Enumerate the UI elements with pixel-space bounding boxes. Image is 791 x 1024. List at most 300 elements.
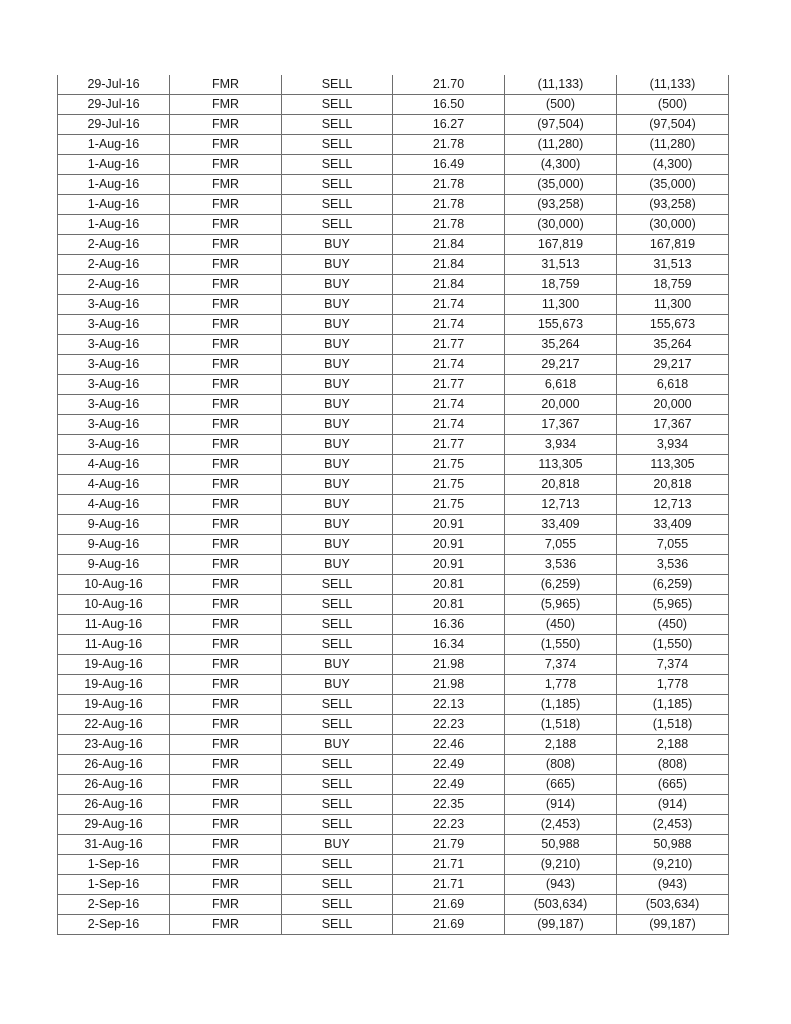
table-row bbox=[58, 475, 729, 495]
cell-shares: (9,210) bbox=[505, 855, 617, 875]
cell-action: SELL bbox=[282, 195, 393, 215]
cell-date: 9-Aug-16 bbox=[58, 555, 170, 575]
table-row bbox=[58, 95, 729, 115]
cell-date: 1-Aug-16 bbox=[58, 175, 170, 195]
table-row bbox=[58, 855, 729, 875]
cell-action: BUY bbox=[282, 675, 393, 695]
cell-date: 1-Aug-16 bbox=[58, 195, 170, 215]
cell-price: 21.70 bbox=[393, 75, 505, 95]
cell-holder: FMR bbox=[170, 215, 282, 235]
table-row bbox=[58, 115, 729, 135]
cell-shares-total: (9,210) bbox=[617, 855, 729, 875]
cell-action: BUY bbox=[282, 735, 393, 755]
cell-price: 21.74 bbox=[393, 355, 505, 375]
cell-date: 2-Sep-16 bbox=[58, 915, 170, 935]
cell-price: 21.79 bbox=[393, 835, 505, 855]
cell-action: BUY bbox=[282, 435, 393, 455]
cell-date: 29-Jul-16 bbox=[58, 75, 170, 95]
table-row bbox=[58, 395, 729, 415]
cell-action: SELL bbox=[282, 135, 393, 155]
table-row bbox=[58, 675, 729, 695]
table-row bbox=[58, 255, 729, 275]
table-row bbox=[58, 575, 729, 595]
cell-holder: FMR bbox=[170, 255, 282, 275]
table-row bbox=[58, 195, 729, 215]
cell-holder: FMR bbox=[170, 375, 282, 395]
cell-shares-total: 3,536 bbox=[617, 555, 729, 575]
cell-shares-total: 20,818 bbox=[617, 475, 729, 495]
cell-date: 9-Aug-16 bbox=[58, 515, 170, 535]
cell-shares-total: 17,367 bbox=[617, 415, 729, 435]
cell-shares: 1,778 bbox=[505, 675, 617, 695]
cell-date: 3-Aug-16 bbox=[58, 295, 170, 315]
cell-holder: FMR bbox=[170, 535, 282, 555]
cell-shares-total: (914) bbox=[617, 795, 729, 815]
cell-shares-total: (11,280) bbox=[617, 135, 729, 155]
cell-shares: (808) bbox=[505, 755, 617, 775]
cell-price: 20.91 bbox=[393, 515, 505, 535]
cell-holder: FMR bbox=[170, 575, 282, 595]
cell-holder: FMR bbox=[170, 455, 282, 475]
cell-date: 19-Aug-16 bbox=[58, 675, 170, 695]
table-row bbox=[58, 795, 729, 815]
cell-date: 26-Aug-16 bbox=[58, 795, 170, 815]
cell-holder: FMR bbox=[170, 655, 282, 675]
cell-holder: FMR bbox=[170, 95, 282, 115]
cell-shares: (93,258) bbox=[505, 195, 617, 215]
table-row bbox=[58, 415, 729, 435]
table-row bbox=[58, 455, 729, 475]
cell-price: 21.74 bbox=[393, 295, 505, 315]
cell-shares-total: (450) bbox=[617, 615, 729, 635]
cell-action: BUY bbox=[282, 535, 393, 555]
cell-date: 29-Jul-16 bbox=[58, 95, 170, 115]
table-row bbox=[58, 335, 729, 355]
cell-action: BUY bbox=[282, 475, 393, 495]
cell-action: SELL bbox=[282, 815, 393, 835]
cell-price: 21.74 bbox=[393, 315, 505, 335]
cell-date: 2-Aug-16 bbox=[58, 275, 170, 295]
table-row bbox=[58, 655, 729, 675]
cell-price: 21.69 bbox=[393, 895, 505, 915]
cell-action: BUY bbox=[282, 255, 393, 275]
cell-price: 21.75 bbox=[393, 455, 505, 475]
cell-shares-total: 35,264 bbox=[617, 335, 729, 355]
table-row bbox=[58, 715, 729, 735]
table-row bbox=[58, 755, 729, 775]
table-row bbox=[58, 175, 729, 195]
cell-price: 22.49 bbox=[393, 775, 505, 795]
cell-price: 22.35 bbox=[393, 795, 505, 815]
cell-shares: (450) bbox=[505, 615, 617, 635]
cell-date: 4-Aug-16 bbox=[58, 475, 170, 495]
table-row bbox=[58, 315, 729, 335]
cell-date: 1-Sep-16 bbox=[58, 875, 170, 895]
cell-shares: 3,934 bbox=[505, 435, 617, 455]
cell-shares-total: (665) bbox=[617, 775, 729, 795]
cell-date: 26-Aug-16 bbox=[58, 775, 170, 795]
cell-shares-total: 18,759 bbox=[617, 275, 729, 295]
cell-price: 16.34 bbox=[393, 635, 505, 655]
cell-date: 31-Aug-16 bbox=[58, 835, 170, 855]
cell-holder: FMR bbox=[170, 675, 282, 695]
cell-date: 3-Aug-16 bbox=[58, 395, 170, 415]
cell-shares: 17,367 bbox=[505, 415, 617, 435]
table-row bbox=[58, 555, 729, 575]
cell-holder: FMR bbox=[170, 735, 282, 755]
cell-price: 20.91 bbox=[393, 535, 505, 555]
cell-price: 21.84 bbox=[393, 235, 505, 255]
cell-date: 11-Aug-16 bbox=[58, 615, 170, 635]
cell-action: BUY bbox=[282, 835, 393, 855]
cell-shares-total: 1,778 bbox=[617, 675, 729, 695]
table-row bbox=[58, 135, 729, 155]
cell-price: 21.75 bbox=[393, 475, 505, 495]
cell-price: 21.78 bbox=[393, 195, 505, 215]
cell-holder: FMR bbox=[170, 695, 282, 715]
cell-action: BUY bbox=[282, 655, 393, 675]
cell-date: 26-Aug-16 bbox=[58, 755, 170, 775]
table-row bbox=[58, 875, 729, 895]
cell-holder: FMR bbox=[170, 75, 282, 95]
table-row bbox=[58, 275, 729, 295]
cell-shares-total: 29,217 bbox=[617, 355, 729, 375]
cell-shares: (99,187) bbox=[505, 915, 617, 935]
cell-price: 22.49 bbox=[393, 755, 505, 775]
cell-shares: (500) bbox=[505, 95, 617, 115]
cell-price: 21.69 bbox=[393, 915, 505, 935]
cell-holder: FMR bbox=[170, 615, 282, 635]
cell-price: 22.46 bbox=[393, 735, 505, 755]
table-row bbox=[58, 435, 729, 455]
table-row bbox=[58, 375, 729, 395]
cell-action: BUY bbox=[282, 295, 393, 315]
cell-shares-total: 7,055 bbox=[617, 535, 729, 555]
cell-date: 10-Aug-16 bbox=[58, 595, 170, 615]
cell-shares: 113,305 bbox=[505, 455, 617, 475]
cell-shares: (11,133) bbox=[505, 75, 617, 95]
table-row bbox=[58, 295, 729, 315]
cell-holder: FMR bbox=[170, 915, 282, 935]
cell-holder: FMR bbox=[170, 855, 282, 875]
cell-price: 21.98 bbox=[393, 655, 505, 675]
cell-action: BUY bbox=[282, 515, 393, 535]
table-row bbox=[58, 735, 729, 755]
cell-holder: FMR bbox=[170, 795, 282, 815]
cell-shares: (2,453) bbox=[505, 815, 617, 835]
cell-holder: FMR bbox=[170, 815, 282, 835]
cell-price: 22.23 bbox=[393, 715, 505, 735]
cell-action: SELL bbox=[282, 155, 393, 175]
cell-date: 29-Aug-16 bbox=[58, 815, 170, 835]
cell-holder: FMR bbox=[170, 435, 282, 455]
cell-shares-total: (11,133) bbox=[617, 75, 729, 95]
cell-action: BUY bbox=[282, 555, 393, 575]
cell-action: BUY bbox=[282, 335, 393, 355]
cell-holder: FMR bbox=[170, 175, 282, 195]
cell-price: 21.74 bbox=[393, 415, 505, 435]
cell-action: SELL bbox=[282, 875, 393, 895]
cell-shares: 20,000 bbox=[505, 395, 617, 415]
cell-date: 3-Aug-16 bbox=[58, 435, 170, 455]
cell-holder: FMR bbox=[170, 835, 282, 855]
cell-price: 21.75 bbox=[393, 495, 505, 515]
cell-action: SELL bbox=[282, 775, 393, 795]
table-row bbox=[58, 635, 729, 655]
table-row bbox=[58, 75, 729, 95]
cell-price: 16.50 bbox=[393, 95, 505, 115]
cell-price: 21.78 bbox=[393, 175, 505, 195]
cell-price: 21.77 bbox=[393, 375, 505, 395]
cell-date: 22-Aug-16 bbox=[58, 715, 170, 735]
cell-date: 3-Aug-16 bbox=[58, 315, 170, 335]
cell-shares-total: 12,713 bbox=[617, 495, 729, 515]
cell-shares-total: (4,300) bbox=[617, 155, 729, 175]
cell-shares: 167,819 bbox=[505, 235, 617, 255]
cell-shares: 18,759 bbox=[505, 275, 617, 295]
cell-price: 21.74 bbox=[393, 395, 505, 415]
cell-shares-total: (6,259) bbox=[617, 575, 729, 595]
cell-date: 3-Aug-16 bbox=[58, 355, 170, 375]
cell-date: 1-Aug-16 bbox=[58, 155, 170, 175]
cell-shares: (5,965) bbox=[505, 595, 617, 615]
cell-holder: FMR bbox=[170, 235, 282, 255]
cell-shares-total: 33,409 bbox=[617, 515, 729, 535]
cell-shares: (665) bbox=[505, 775, 617, 795]
trades-table-body bbox=[58, 75, 729, 935]
cell-price: 16.49 bbox=[393, 155, 505, 175]
cell-date: 1-Aug-16 bbox=[58, 135, 170, 155]
cell-price: 21.77 bbox=[393, 435, 505, 455]
cell-price: 21.98 bbox=[393, 675, 505, 695]
cell-action: SELL bbox=[282, 795, 393, 815]
table-row bbox=[58, 235, 729, 255]
table-row bbox=[58, 775, 729, 795]
table-row bbox=[58, 535, 729, 555]
cell-price: 21.71 bbox=[393, 855, 505, 875]
cell-date: 4-Aug-16 bbox=[58, 455, 170, 475]
cell-date: 3-Aug-16 bbox=[58, 375, 170, 395]
cell-shares-total: (943) bbox=[617, 875, 729, 895]
cell-shares-total: (500) bbox=[617, 95, 729, 115]
cell-shares: (97,504) bbox=[505, 115, 617, 135]
cell-shares: (6,259) bbox=[505, 575, 617, 595]
cell-shares: (1,185) bbox=[505, 695, 617, 715]
cell-action: SELL bbox=[282, 75, 393, 95]
cell-price: 21.84 bbox=[393, 275, 505, 295]
cell-date: 9-Aug-16 bbox=[58, 535, 170, 555]
cell-shares: 29,217 bbox=[505, 355, 617, 375]
cell-holder: FMR bbox=[170, 115, 282, 135]
cell-shares: 31,513 bbox=[505, 255, 617, 275]
cell-price: 20.81 bbox=[393, 595, 505, 615]
cell-shares-total: (35,000) bbox=[617, 175, 729, 195]
cell-action: BUY bbox=[282, 275, 393, 295]
cell-holder: FMR bbox=[170, 315, 282, 335]
cell-action: SELL bbox=[282, 215, 393, 235]
cell-price: 16.27 bbox=[393, 115, 505, 135]
cell-holder: FMR bbox=[170, 495, 282, 515]
cell-shares-total: (1,185) bbox=[617, 695, 729, 715]
cell-holder: FMR bbox=[170, 595, 282, 615]
cell-shares-total: (30,000) bbox=[617, 215, 729, 235]
table-row bbox=[58, 615, 729, 635]
cell-shares: (4,300) bbox=[505, 155, 617, 175]
cell-shares-total: (5,965) bbox=[617, 595, 729, 615]
cell-shares-total: 113,305 bbox=[617, 455, 729, 475]
table-row bbox=[58, 915, 729, 935]
cell-date: 29-Jul-16 bbox=[58, 115, 170, 135]
cell-price: 16.36 bbox=[393, 615, 505, 635]
cell-holder: FMR bbox=[170, 275, 282, 295]
cell-shares: (11,280) bbox=[505, 135, 617, 155]
cell-date: 1-Sep-16 bbox=[58, 855, 170, 875]
cell-action: SELL bbox=[282, 855, 393, 875]
cell-holder: FMR bbox=[170, 295, 282, 315]
trades-table bbox=[57, 75, 729, 935]
cell-action: BUY bbox=[282, 495, 393, 515]
cell-holder: FMR bbox=[170, 515, 282, 535]
cell-action: SELL bbox=[282, 695, 393, 715]
cell-date: 19-Aug-16 bbox=[58, 655, 170, 675]
table-row bbox=[58, 215, 729, 235]
table-row bbox=[58, 835, 729, 855]
cell-shares-total: (1,550) bbox=[617, 635, 729, 655]
cell-holder: FMR bbox=[170, 195, 282, 215]
cell-shares: (914) bbox=[505, 795, 617, 815]
cell-shares-total: (93,258) bbox=[617, 195, 729, 215]
cell-price: 21.77 bbox=[393, 335, 505, 355]
cell-shares: 33,409 bbox=[505, 515, 617, 535]
cell-date: 2-Aug-16 bbox=[58, 235, 170, 255]
table-row bbox=[58, 595, 729, 615]
cell-shares: (943) bbox=[505, 875, 617, 895]
cell-shares: 11,300 bbox=[505, 295, 617, 315]
cell-shares-total: (97,504) bbox=[617, 115, 729, 135]
cell-shares-total: (503,634) bbox=[617, 895, 729, 915]
cell-shares-total: (1,518) bbox=[617, 715, 729, 735]
cell-shares-total: 20,000 bbox=[617, 395, 729, 415]
cell-action: BUY bbox=[282, 315, 393, 335]
cell-holder: FMR bbox=[170, 555, 282, 575]
cell-action: BUY bbox=[282, 395, 393, 415]
table-row bbox=[58, 695, 729, 715]
cell-action: BUY bbox=[282, 375, 393, 395]
cell-shares: 20,818 bbox=[505, 475, 617, 495]
cell-action: SELL bbox=[282, 575, 393, 595]
cell-price: 22.23 bbox=[393, 815, 505, 835]
cell-action: BUY bbox=[282, 455, 393, 475]
cell-holder: FMR bbox=[170, 155, 282, 175]
cell-holder: FMR bbox=[170, 415, 282, 435]
cell-date: 23-Aug-16 bbox=[58, 735, 170, 755]
cell-shares-total: (2,453) bbox=[617, 815, 729, 835]
cell-holder: FMR bbox=[170, 715, 282, 735]
table-row bbox=[58, 895, 729, 915]
cell-date: 3-Aug-16 bbox=[58, 415, 170, 435]
cell-holder: FMR bbox=[170, 395, 282, 415]
table-row bbox=[58, 815, 729, 835]
cell-price: 20.81 bbox=[393, 575, 505, 595]
cell-shares-total: 155,673 bbox=[617, 315, 729, 335]
cell-action: BUY bbox=[282, 355, 393, 375]
cell-date: 10-Aug-16 bbox=[58, 575, 170, 595]
cell-shares-total: 3,934 bbox=[617, 435, 729, 455]
cell-shares-total: 50,988 bbox=[617, 835, 729, 855]
cell-shares: 12,713 bbox=[505, 495, 617, 515]
cell-shares: (30,000) bbox=[505, 215, 617, 235]
table-row bbox=[58, 155, 729, 175]
cell-shares: (503,634) bbox=[505, 895, 617, 915]
cell-holder: FMR bbox=[170, 875, 282, 895]
cell-action: SELL bbox=[282, 175, 393, 195]
cell-date: 11-Aug-16 bbox=[58, 635, 170, 655]
cell-shares: (1,518) bbox=[505, 715, 617, 735]
cell-holder: FMR bbox=[170, 335, 282, 355]
cell-shares: 3,536 bbox=[505, 555, 617, 575]
cell-shares-total: 6,618 bbox=[617, 375, 729, 395]
cell-action: SELL bbox=[282, 115, 393, 135]
cell-shares-total: 2,188 bbox=[617, 735, 729, 755]
cell-action: SELL bbox=[282, 595, 393, 615]
cell-holder: FMR bbox=[170, 775, 282, 795]
cell-shares-total: 167,819 bbox=[617, 235, 729, 255]
cell-price: 21.84 bbox=[393, 255, 505, 275]
cell-action: SELL bbox=[282, 895, 393, 915]
cell-price: 21.71 bbox=[393, 875, 505, 895]
cell-action: SELL bbox=[282, 715, 393, 735]
cell-shares: (35,000) bbox=[505, 175, 617, 195]
cell-price: 22.13 bbox=[393, 695, 505, 715]
cell-shares: 7,374 bbox=[505, 655, 617, 675]
cell-date: 4-Aug-16 bbox=[58, 495, 170, 515]
cell-price: 21.78 bbox=[393, 135, 505, 155]
cell-shares-total: 31,513 bbox=[617, 255, 729, 275]
cell-shares: 35,264 bbox=[505, 335, 617, 355]
table-row bbox=[58, 495, 729, 515]
cell-shares-total: 11,300 bbox=[617, 295, 729, 315]
cell-holder: FMR bbox=[170, 475, 282, 495]
cell-shares: 50,988 bbox=[505, 835, 617, 855]
cell-date: 2-Aug-16 bbox=[58, 255, 170, 275]
cell-date: 1-Aug-16 bbox=[58, 215, 170, 235]
cell-date: 2-Sep-16 bbox=[58, 895, 170, 915]
cell-shares-total: (99,187) bbox=[617, 915, 729, 935]
cell-shares: 7,055 bbox=[505, 535, 617, 555]
cell-shares: 6,618 bbox=[505, 375, 617, 395]
cell-shares: 155,673 bbox=[505, 315, 617, 335]
cell-price: 21.78 bbox=[393, 215, 505, 235]
cell-price: 20.91 bbox=[393, 555, 505, 575]
table-row bbox=[58, 515, 729, 535]
cell-action: SELL bbox=[282, 95, 393, 115]
cell-action: SELL bbox=[282, 755, 393, 775]
cell-action: BUY bbox=[282, 415, 393, 435]
table-row bbox=[58, 355, 729, 375]
cell-holder: FMR bbox=[170, 895, 282, 915]
cell-holder: FMR bbox=[170, 135, 282, 155]
cell-shares: (1,550) bbox=[505, 635, 617, 655]
cell-action: SELL bbox=[282, 635, 393, 655]
cell-shares-total: 7,374 bbox=[617, 655, 729, 675]
cell-shares: 2,188 bbox=[505, 735, 617, 755]
cell-holder: FMR bbox=[170, 755, 282, 775]
cell-holder: FMR bbox=[170, 355, 282, 375]
cell-action: SELL bbox=[282, 615, 393, 635]
cell-action: SELL bbox=[282, 915, 393, 935]
cell-action: BUY bbox=[282, 235, 393, 255]
cell-shares-total: (808) bbox=[617, 755, 729, 775]
